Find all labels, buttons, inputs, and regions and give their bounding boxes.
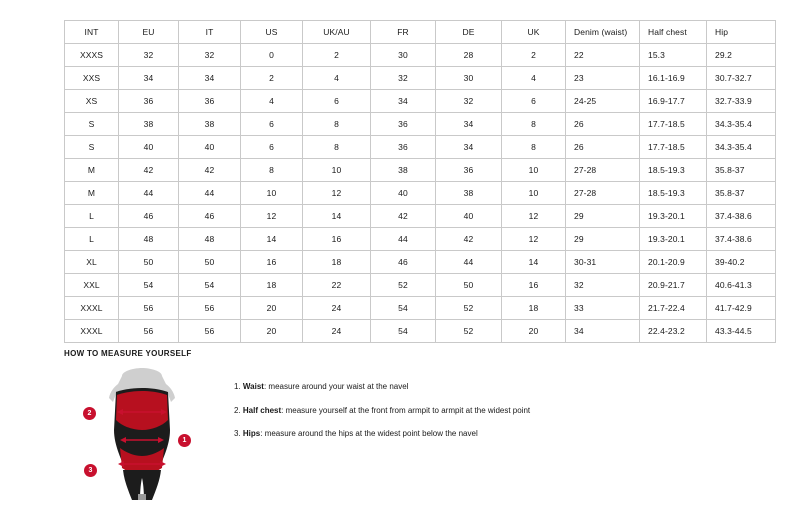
cell-eu: 36 xyxy=(119,90,179,113)
column-header-denim-waist: Denim (waist) xyxy=(566,21,640,44)
cell-hip: 37.4-38.6 xyxy=(707,205,776,228)
cell-us: 20 xyxy=(241,297,303,320)
cell-de: 34 xyxy=(436,113,502,136)
cell-denim-waist: 24-25 xyxy=(566,90,640,113)
cell-denim-waist: 26 xyxy=(566,136,640,159)
cell-denim-waist: 30-31 xyxy=(566,251,640,274)
table-row xyxy=(65,90,776,113)
cell-denim-waist: 32 xyxy=(566,274,640,297)
cell-half-chest: 19.3-20.1 xyxy=(640,205,707,228)
cell-de: 36 xyxy=(436,159,502,182)
cell-hip: 39-40.2 xyxy=(707,251,776,274)
cell-fr: 54 xyxy=(371,297,436,320)
cell-uk: 10 xyxy=(502,182,566,205)
cell-denim-waist: 29 xyxy=(566,205,640,228)
cell-it: 34 xyxy=(179,67,241,90)
column-header-us: US xyxy=(241,21,303,44)
cell-uk-au: 22 xyxy=(303,274,371,297)
cell-it: 38 xyxy=(179,113,241,136)
cell-it: 56 xyxy=(179,320,241,343)
how-to-measure-body xyxy=(64,368,735,503)
table-row xyxy=(65,297,776,320)
cell-uk-au: 4 xyxy=(303,67,371,90)
cell-int: L xyxy=(65,228,119,251)
cell-half-chest: 19.3-20.1 xyxy=(640,228,707,251)
cell-uk: 8 xyxy=(502,136,566,159)
cell-de: 38 xyxy=(436,182,502,205)
cell-de: 32 xyxy=(436,90,502,113)
marker-3: 3 xyxy=(84,464,97,477)
cell-denim-waist: 26 xyxy=(566,113,640,136)
cell-hip: 32.7-33.9 xyxy=(707,90,776,113)
cell-uk-au: 12 xyxy=(303,182,371,205)
table-row xyxy=(65,44,776,67)
cell-int: L xyxy=(65,205,119,228)
cell-it: 40 xyxy=(179,136,241,159)
cell-int: XXXL xyxy=(65,297,119,320)
cell-hip: 35.8-37 xyxy=(707,182,776,205)
mannequin-figure xyxy=(86,368,206,503)
cell-hip: 34.3-35.4 xyxy=(707,113,776,136)
cell-int: S xyxy=(65,113,119,136)
instruction-text-half-chest: : measure yourself at the front from armpit to armpit at the widest point xyxy=(281,405,531,415)
cell-half-chest: 17.7-18.5 xyxy=(640,136,707,159)
cell-de: 42 xyxy=(436,228,502,251)
cell-half-chest: 20.9-21.7 xyxy=(640,274,707,297)
instruction-number-2: 2. xyxy=(234,405,241,415)
cell-denim-waist: 22 xyxy=(566,44,640,67)
cell-us: 12 xyxy=(241,205,303,228)
size-chart-table xyxy=(64,20,776,343)
cell-eu: 48 xyxy=(119,228,179,251)
cell-uk-au: 18 xyxy=(303,251,371,274)
cell-denim-waist: 34 xyxy=(566,320,640,343)
cell-half-chest: 18.5-19.3 xyxy=(640,159,707,182)
cell-uk-au: 16 xyxy=(303,228,371,251)
cell-half-chest: 21.7-22.4 xyxy=(640,297,707,320)
cell-uk: 16 xyxy=(502,274,566,297)
table-row xyxy=(65,159,776,182)
cell-de: 28 xyxy=(436,44,502,67)
cell-uk: 10 xyxy=(502,159,566,182)
how-to-measure-title: HOW TO MEASURE YOURSELF xyxy=(64,349,192,358)
column-header-it: IT xyxy=(179,21,241,44)
size-chart-body xyxy=(65,44,776,343)
cell-int: M xyxy=(65,182,119,205)
cell-uk-au: 8 xyxy=(303,113,371,136)
cell-fr: 38 xyxy=(371,159,436,182)
instruction-half-chest xyxy=(234,406,735,416)
cell-us: 4 xyxy=(241,90,303,113)
cell-uk-au: 10 xyxy=(303,159,371,182)
cell-it: 54 xyxy=(179,274,241,297)
cell-denim-waist: 27-28 xyxy=(566,182,640,205)
cell-fr: 40 xyxy=(371,182,436,205)
cell-eu: 46 xyxy=(119,205,179,228)
cell-eu: 38 xyxy=(119,113,179,136)
size-chart-head xyxy=(65,21,776,44)
table-row xyxy=(65,228,776,251)
cell-de: 52 xyxy=(436,320,502,343)
column-header-eu: EU xyxy=(119,21,179,44)
how-to-measure-section xyxy=(64,349,735,503)
cell-int: XL xyxy=(65,251,119,274)
instruction-text-hips: : measure around the hips at the widest point below the navel xyxy=(260,429,478,439)
cell-denim-waist: 33 xyxy=(566,297,640,320)
measure-instructions xyxy=(234,368,735,453)
cell-hip: 30.7-32.7 xyxy=(707,67,776,90)
cell-de: 34 xyxy=(436,136,502,159)
column-header-hip: Hip xyxy=(707,21,776,44)
cell-de: 30 xyxy=(436,67,502,90)
cell-uk-au: 2 xyxy=(303,44,371,67)
cell-uk-au: 24 xyxy=(303,320,371,343)
cell-us: 14 xyxy=(241,228,303,251)
cell-eu: 40 xyxy=(119,136,179,159)
cell-eu: 34 xyxy=(119,67,179,90)
column-header-uk-au: UK/AU xyxy=(303,21,371,44)
cell-it: 44 xyxy=(179,182,241,205)
cell-int: S xyxy=(65,136,119,159)
cell-us: 0 xyxy=(241,44,303,67)
cell-eu: 50 xyxy=(119,251,179,274)
table-row xyxy=(65,67,776,90)
table-row xyxy=(65,251,776,274)
cell-hip: 35.8-37 xyxy=(707,159,776,182)
cell-int: XS xyxy=(65,90,119,113)
cell-de: 52 xyxy=(436,297,502,320)
instruction-waist xyxy=(234,382,735,392)
cell-denim-waist: 29 xyxy=(566,228,640,251)
table-row xyxy=(65,274,776,297)
cell-uk: 6 xyxy=(502,90,566,113)
cell-uk: 14 xyxy=(502,251,566,274)
cell-uk: 8 xyxy=(502,113,566,136)
cell-uk-au: 8 xyxy=(303,136,371,159)
cell-fr: 30 xyxy=(371,44,436,67)
instruction-number-1: 1. xyxy=(234,382,241,391)
cell-uk: 4 xyxy=(502,67,566,90)
cell-half-chest: 16.1-16.9 xyxy=(640,67,707,90)
cell-int: XXXL xyxy=(65,320,119,343)
instruction-lead-hips: Hips xyxy=(242,429,261,439)
table-row xyxy=(65,205,776,228)
cell-int: M xyxy=(65,159,119,182)
column-header-de: DE xyxy=(436,21,502,44)
cell-hip: 40.6-41.3 xyxy=(707,274,776,297)
cell-us: 6 xyxy=(241,136,303,159)
cell-it: 32 xyxy=(179,44,241,67)
cell-fr: 52 xyxy=(371,274,436,297)
cell-hip: 41.7-42.9 xyxy=(707,297,776,320)
instruction-text-waist: : measure around your waist at the navel xyxy=(263,382,409,391)
cell-it: 48 xyxy=(179,228,241,251)
cell-eu: 56 xyxy=(119,297,179,320)
cell-hip: 43.3-44.5 xyxy=(707,320,776,343)
cell-us: 6 xyxy=(241,113,303,136)
cell-uk: 18 xyxy=(502,297,566,320)
cell-half-chest: 18.5-19.3 xyxy=(640,182,707,205)
cell-fr: 44 xyxy=(371,228,436,251)
instruction-hips xyxy=(234,429,735,439)
cell-us: 2 xyxy=(241,67,303,90)
marker-1: 1 xyxy=(178,434,191,447)
instruction-lead-waist: Waist xyxy=(242,382,264,391)
cell-int: XXXS xyxy=(65,44,119,67)
cell-eu: 32 xyxy=(119,44,179,67)
instruction-lead-half-chest: Half chest xyxy=(242,405,282,415)
column-header-uk: UK xyxy=(502,21,566,44)
cell-it: 42 xyxy=(179,159,241,182)
column-header-fr: FR xyxy=(371,21,436,44)
marker-2: 2 xyxy=(83,407,96,420)
table-header-row xyxy=(65,21,776,44)
cell-uk: 20 xyxy=(502,320,566,343)
cell-us: 20 xyxy=(241,320,303,343)
cell-fr: 36 xyxy=(371,136,436,159)
cell-eu: 54 xyxy=(119,274,179,297)
cell-fr: 36 xyxy=(371,113,436,136)
cell-int: XXL xyxy=(65,274,119,297)
cell-fr: 54 xyxy=(371,320,436,343)
cell-it: 46 xyxy=(179,205,241,228)
cell-fr: 34 xyxy=(371,90,436,113)
cell-us: 10 xyxy=(241,182,303,205)
cell-uk-au: 14 xyxy=(303,205,371,228)
cell-fr: 32 xyxy=(371,67,436,90)
cell-uk: 12 xyxy=(502,228,566,251)
cell-eu: 56 xyxy=(119,320,179,343)
cell-int: XXS xyxy=(65,67,119,90)
cell-it: 56 xyxy=(179,297,241,320)
cell-half-chest: 22.4-23.2 xyxy=(640,320,707,343)
cell-it: 50 xyxy=(179,251,241,274)
cell-hip: 29.2 xyxy=(707,44,776,67)
cell-half-chest: 17.7-18.5 xyxy=(640,113,707,136)
cell-uk-au: 24 xyxy=(303,297,371,320)
instruction-number-3: 3. xyxy=(234,429,241,439)
column-header-int: INT xyxy=(65,21,119,44)
table-row xyxy=(65,320,776,343)
table-row xyxy=(65,136,776,159)
cell-fr: 46 xyxy=(371,251,436,274)
cell-us: 18 xyxy=(241,274,303,297)
cell-uk-au: 6 xyxy=(303,90,371,113)
cell-hip: 37.4-38.6 xyxy=(707,228,776,251)
cell-us: 8 xyxy=(241,159,303,182)
cell-de: 40 xyxy=(436,205,502,228)
cell-denim-waist: 27-28 xyxy=(566,159,640,182)
cell-eu: 42 xyxy=(119,159,179,182)
size-chart-container xyxy=(64,20,752,343)
cell-eu: 44 xyxy=(119,182,179,205)
cell-fr: 42 xyxy=(371,205,436,228)
cell-us: 16 xyxy=(241,251,303,274)
cell-hip: 34.3-35.4 xyxy=(707,136,776,159)
cell-de: 50 xyxy=(436,274,502,297)
column-header-half-chest: Half chest xyxy=(640,21,707,44)
cell-half-chest: 15.3 xyxy=(640,44,707,67)
cell-uk: 2 xyxy=(502,44,566,67)
cell-it: 36 xyxy=(179,90,241,113)
cell-denim-waist: 23 xyxy=(566,67,640,90)
cell-de: 44 xyxy=(436,251,502,274)
cell-half-chest: 16.9-17.7 xyxy=(640,90,707,113)
table-row xyxy=(65,113,776,136)
table-row xyxy=(65,182,776,205)
cell-uk: 12 xyxy=(502,205,566,228)
cell-half-chest: 20.1-20.9 xyxy=(640,251,707,274)
